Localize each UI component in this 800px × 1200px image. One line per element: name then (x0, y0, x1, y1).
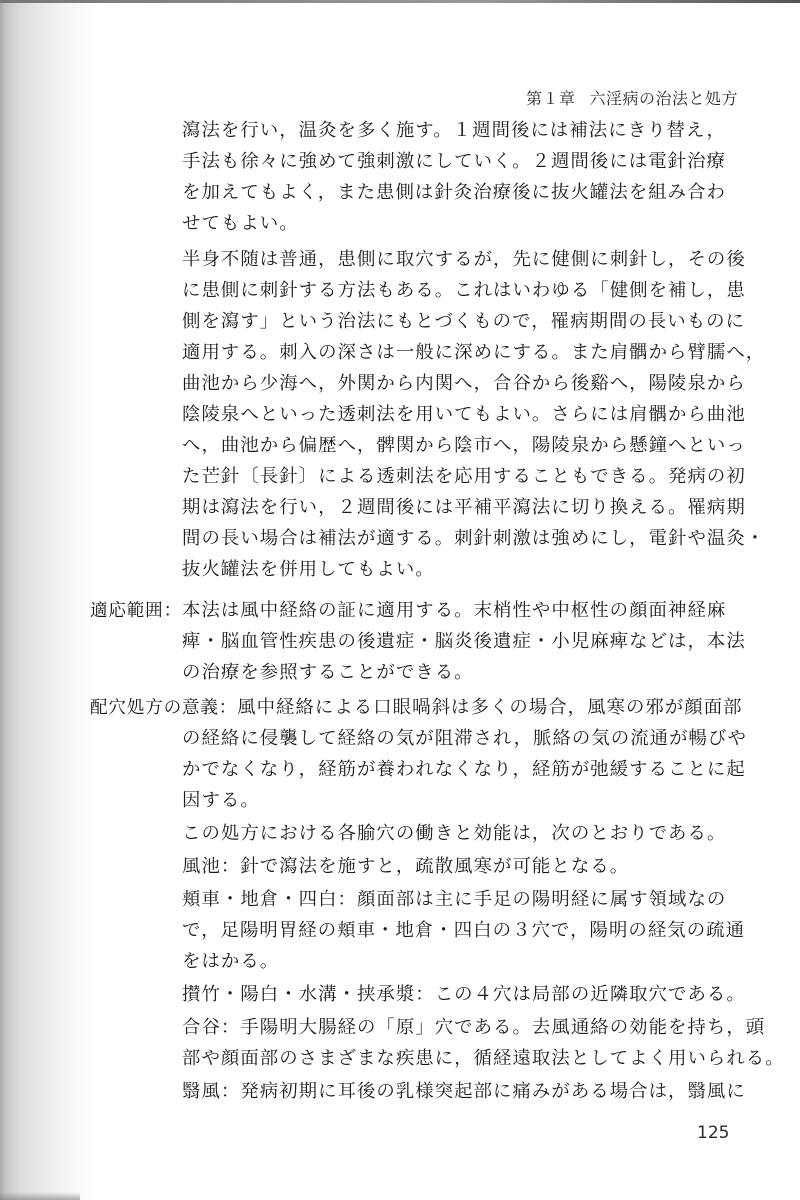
text-line: 側を瀉す」という治法にもとづくもので，罹病期間の長いものに (182, 311, 746, 332)
page-number: 125 (697, 1123, 730, 1143)
point-fengchi: 風池：針で瀉法を施すと，疏散風寒が可能となる。 (182, 856, 630, 877)
section-indications (90, 600, 726, 622)
text-line: の治療を参照することができる。 (182, 662, 474, 683)
text-line: 部や顔面部のさまざまな疾患に，循経遠取法としてよく用いられる。 (182, 1048, 785, 1069)
text-line: この処方における各腧穴の働きと効能は，次のとおりである。 (182, 823, 727, 844)
page-bottom-shadow (0, 1192, 80, 1200)
text-line: を加えてもよく，また患側は針灸治療後に抜火罐法を組み合わ (182, 182, 726, 203)
text-line: 本法は風中経絡の証に適用する。末梢性や中枢性の顔面神経麻 (181, 600, 727, 621)
running-header (526, 86, 738, 109)
section-rationale (90, 697, 743, 719)
text-line: 瀉法を行い，温灸を多く施す。１週間後には補法にきり替え， (182, 120, 726, 141)
text-line: 期は瀉法を行い，２週間後には平補平瀉法に切り換える。罹病期 (182, 497, 746, 518)
text-line: で，足陽明胃経の頬車・地倉・四白の３穴で，陽明の経気の疏通 (182, 920, 746, 941)
point-cuanzhu: 攅竹・陽白・水溝・挟承漿：この４穴は局部の近隣取穴である。 (182, 984, 746, 1005)
text-line: 陰陵泉へといった透刺法を用いてもよい。さらには肩髃から曲池 (182, 404, 746, 425)
text-line: 間の長い場合は補法が適する。刺針刺激は強めにし，電針や温灸・ (182, 528, 766, 549)
text-line: 適用する。刺入の深さは一般に深めにする。また肩髃から臂臑へ， (182, 342, 766, 363)
text-line: 手法も徐々に強めて強刺激にしていく。２週間後には電針治療 (182, 151, 726, 172)
text-line: 風中経絡による口眼喎斜は多くの場合，風寒の邪が顔面部 (237, 697, 743, 718)
page-top-edge (0, 0, 800, 3)
text-line: かでなくなり，経筋が養われなくなり，経筋が弛緩することに起 (182, 759, 746, 780)
section-label-indications: 適応範囲： (90, 601, 182, 621)
text-line: 痺・脳血管性疾患の後遺症・脳炎後遺症・小児麻痺などは，本法 (182, 631, 746, 652)
chapter-number: 第１章 (525, 89, 576, 108)
text-line: の経絡に侵襲して経絡の気が阻滞され，脈絡の気の流通が暢びや (182, 728, 747, 749)
chapter-title: 六淫病の治法と処方 (589, 89, 738, 108)
text-line: た芒針〔長針〕による透刺法を応用することもできる。発病の初 (182, 466, 746, 487)
section-label-rationale: 配穴処方の意義： (90, 698, 238, 718)
text-line: に患側に刺針する方法もある。これはいわゆる「健側を補し，患 (182, 280, 746, 301)
point-yifeng: 翳風：発病初期に耳後の乳様突起部に痛みがある場合は，翳風に (182, 1081, 746, 1102)
text-line: 半身不随は普通，患側に取穴するが，先に健側に刺針し，その後 (182, 249, 746, 270)
point-jiache: 頬車・地倉・四白：顔面部は主に手足の陽明経に属す領域なの (182, 889, 727, 910)
text-line: をはかる。 (182, 951, 280, 972)
text-line: 曲池から少海へ，外関から内関へ，合谷から後谿へ，陽陵泉から (182, 373, 746, 394)
text-line: 因する。 (182, 790, 260, 811)
text-line: 抜火罐法を併用してもよい。 (182, 559, 435, 580)
point-hegu: 合谷：手陽明大腸経の「原」穴である。去風通絡の効能を持ち，頭 (182, 1017, 766, 1038)
text-line: へ，曲池から偏歴へ，髀関から陰市へ，陽陵泉から懸鐘へといっ (182, 435, 746, 456)
text-line: せてもよい。 (182, 213, 299, 234)
